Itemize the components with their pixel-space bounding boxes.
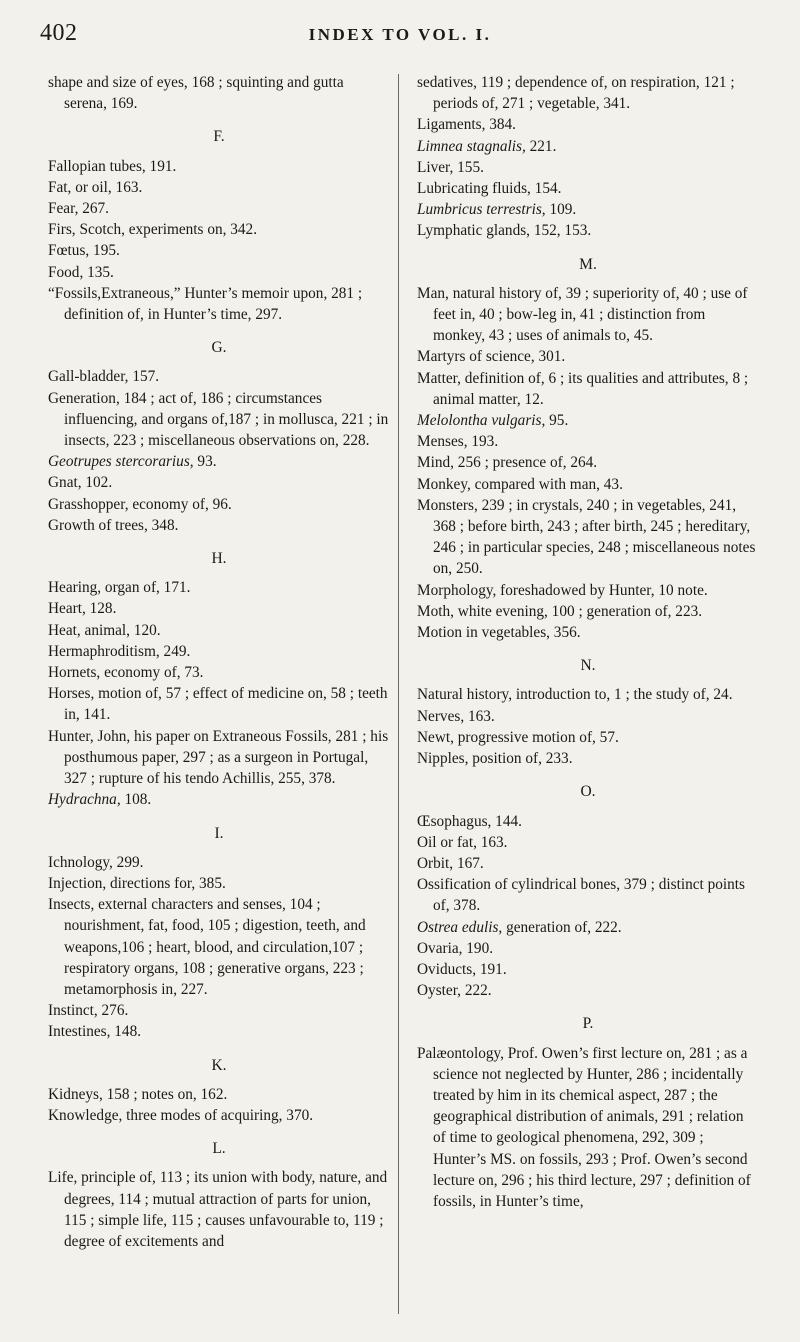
index-entry (48, 451, 390, 472)
index-entry: Food, 135. (48, 263, 114, 281)
entry-text: generation of, 222. (502, 918, 622, 936)
index-entry: Palæontology, Prof. Owen’s first lecture on, 281 ; as a science not neglected by Hunter, 286 ; incidentally treated by him in its chemical aspect, 287 ; the geographical distribution of animals, 291 ; relation of time to geological phenomena, 292, 309 ; Hunter’s MS. on fossils, 293 ; Prof. Owen’s second lecture on, 296 ; his third lecture, 297 ; definition of fossils, in Hunter’s time, (417, 1044, 751, 1210)
entry-text: 95. (545, 412, 569, 430)
section-letter: P. (582, 1015, 594, 1033)
index-entry: Fœtus, 195. (48, 242, 120, 260)
index-entry (48, 789, 390, 810)
entry-italic-term: Lumbricus terrestris, (417, 201, 546, 219)
index-entry: Injection, directions for, 385. (48, 874, 226, 892)
index-entry: Horses, motion of, 57 ; effect of medicine on, 58 ; teeth in, 141. (48, 685, 388, 724)
index-entry: Gnat, 102. (48, 474, 113, 492)
index-entry: Matter, definition of, 6 ; its qualities and attributes, 8 ; animal matter, 12. (417, 369, 749, 408)
index-entry: Nipples, position of, 233. (417, 750, 573, 768)
index-entry: Mind, 256 ; presence of, 264. (417, 454, 598, 472)
index-entry: Hermaphroditism, 249. (48, 642, 191, 660)
section-letter: M. (579, 255, 597, 273)
index-entry: Moth, white evening, 100 ; generation of, 223. (417, 602, 703, 620)
index-entry: Instinct, 276. (48, 1002, 129, 1020)
page-header (40, 20, 760, 54)
running-title: INDEX TO VOL. I. (308, 25, 492, 44)
entry-text: 221. (525, 137, 557, 155)
index-entry: Insects, external characters and senses, 104 ; nourishment, fat, food, 105 ; digestion, teeth, and weapons,106 ; heart, blood, and circulation,107 ; respiratory organs, 108 ; generative organs, 223 ; metamorphosis in, 227. (48, 896, 366, 998)
index-entry: Motion in vegetables, 356. (417, 624, 581, 642)
right-column (417, 72, 759, 1212)
index-entry: Man, natural history of, 39 ; superiority of, 40 ; use of feet in, 40 ; bow-leg in, 41 ; distinction from monkey, 43 ; uses of animals to, 45. (417, 284, 748, 345)
index-entry: Natural history, introduction to, 1 ; the study of, 24. (417, 686, 733, 704)
entry-text: 108. (120, 791, 152, 809)
entry-text: 93. (193, 453, 217, 471)
entry-italic-term: Limnea stagnalis, (417, 137, 526, 155)
index-entry: Oil or fat, 163. (417, 833, 508, 851)
index-entry: Monsters, 239 ; in crystals, 240 ; in vegetables, 241, 368 ; before birth, 243 ; after birth, 245 ; hereditary, 246 ; in particular species, 248 ; miscellaneous notes on, 250. (417, 496, 756, 578)
index-entry: Nerves, 163. (417, 707, 495, 725)
entry-italic-term: Melolontha vulgaris, (417, 412, 546, 430)
index-entry: Orbit, 167. (417, 854, 484, 872)
index-entry: Œsophagus, 144. (417, 812, 522, 830)
entry-italic-term: Ostrea edulis, (417, 918, 503, 936)
index-entry: Growth of trees, 348. (48, 516, 179, 534)
page-number: 402 (40, 20, 78, 46)
index-entry: Gall-bladder, 157. (48, 368, 160, 386)
index-entry: Oyster, 222. (417, 982, 492, 1000)
column-divider (398, 74, 399, 1314)
index-entry: Lymphatic glands, 152, 153. (417, 222, 592, 240)
index-entry: Life, principle of, 113 ; its union with body, nature, and degrees, 114 ; mutual attraction of parts for union, 115 ; simple life, 115 ; causes unfavourable to, 119 ; degree of excitements and (48, 1169, 388, 1250)
entry-text: 109. (545, 201, 577, 219)
index-entry (417, 199, 759, 220)
index-entry: Oviducts, 191. (417, 960, 507, 978)
section-letter: L. (212, 1140, 226, 1158)
index-entry: Hornets, economy of, 73. (48, 664, 204, 682)
left-column (48, 72, 390, 1252)
index-entry: Hearing, organ of, 171. (48, 579, 191, 597)
index-entry: Ichnology, 299. (48, 853, 144, 871)
index-entry (417, 136, 759, 157)
index-entry: Ossification of cylindrical bones, 379 ; distinct points of, 378. (417, 876, 745, 915)
index-entry: Knowledge, three modes of acquiring, 370. (48, 1106, 314, 1124)
index-entry: Morphology, foreshadowed by Hunter, 10 note. (417, 581, 708, 599)
index-entry: Menses, 193. (417, 433, 499, 451)
index-entry (417, 917, 759, 938)
index-entry: Generation, 184 ; act of, 186 ; circumstances influencing, and organs of,187 ; in mollusca, 221 ; in insects, 223 ; miscellaneous observations on, 228. (48, 389, 389, 450)
index-entry: “Fossils,Extraneous,” Hunter’s memoir upon, 281 ; definition of, in Hunter’s time, 297. (48, 284, 363, 324)
index-entry: Intestines, 148. (48, 1023, 142, 1041)
index-entry (417, 410, 759, 431)
index-entry: Monkey, compared with man, 43. (417, 475, 623, 493)
index-entry: Ligaments, 384. (417, 116, 516, 134)
index-entry: Heart, 128. (48, 600, 117, 618)
section-letter: N. (580, 657, 596, 675)
index-entry: Kidneys, 158 ; notes on, 162. (48, 1085, 228, 1103)
entry-italic-term: Hydrachna, (48, 791, 121, 809)
index-entry: Firs, Scotch, experiments on, 342. (48, 221, 258, 239)
index-entry: Liver, 155. (417, 158, 484, 176)
section-letter: G. (211, 339, 227, 357)
index-entry: Martyrs of science, 301. (417, 348, 566, 366)
section-letter: O. (580, 783, 596, 801)
section-letter: F. (213, 128, 225, 146)
section-letter: I. (214, 824, 224, 842)
section-letter: K. (211, 1056, 227, 1074)
index-entry: Fear, 267. (48, 200, 109, 218)
entry-italic-term: Geotrupes stercorarius, (48, 453, 194, 471)
index-entry: Fat, or oil, 163. (48, 178, 143, 196)
index-entry: Newt, progressive motion of, 57. (417, 728, 619, 746)
index-entry: Hunter, John, his paper on Extraneous Fossils, 281 ; his posthumous paper, 297 ; as a surgeon in Portugal, 327 ; rupture of his tendo Achillis, 255, 378. (48, 727, 389, 788)
index-entry: shape and size of eyes, 168 ; squinting and gutta serena, 169. (48, 74, 344, 113)
index-entry: Grasshopper, economy of, 96. (48, 495, 232, 513)
index-entry: Heat, animal, 120. (48, 621, 161, 639)
section-letter: H. (211, 550, 227, 568)
index-entry: Fallopian tubes, 191. (48, 157, 177, 175)
index-entry: Lubricating fluids, 154. (417, 180, 562, 198)
index-entry: Ovaria, 190. (417, 939, 494, 957)
index-entry: sedatives, 119 ; dependence of, on respiration, 121 ; periods of, 271 ; vegetable, 341. (417, 74, 735, 113)
